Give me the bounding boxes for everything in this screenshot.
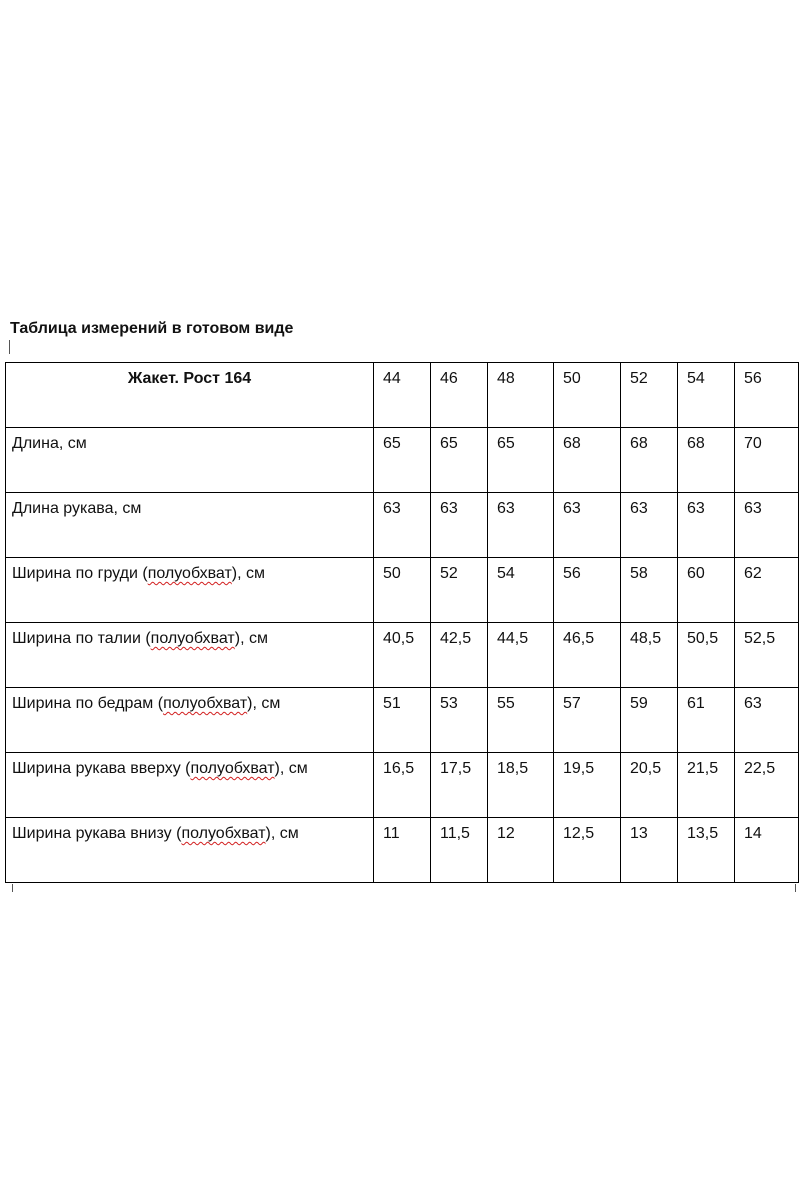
- value-cell: 68: [678, 428, 735, 493]
- measurement-row: [6, 558, 799, 623]
- value-cell: 14: [735, 818, 799, 883]
- value-cell: 51: [374, 688, 431, 753]
- header-row: [6, 363, 799, 428]
- value-cell: 65: [488, 428, 554, 493]
- measurement-row: [6, 818, 799, 883]
- value-cell: 65: [374, 428, 431, 493]
- value-cell: 44,5: [488, 623, 554, 688]
- value-cell: 50,5: [678, 623, 735, 688]
- label-text: ), см: [234, 630, 268, 647]
- spellcheck-word: полуобхват: [150, 630, 235, 647]
- label-text: Ширина рукава внизу (: [12, 825, 182, 842]
- value-cell: 70: [735, 428, 799, 493]
- measurement-label-cell: [6, 428, 374, 493]
- value-cell: 63: [678, 493, 735, 558]
- table-title: Таблица измерений в готовом виде: [10, 320, 294, 337]
- measurement-label-cell: [6, 818, 374, 883]
- measurement-row: [6, 493, 799, 558]
- label-text: ), см: [247, 695, 281, 712]
- value-cell: 17,5: [431, 753, 488, 818]
- value-cell: 58: [621, 558, 678, 623]
- value-cell: 55: [488, 688, 554, 753]
- measurement-label-cell: [6, 688, 374, 753]
- value-cell: 13,5: [678, 818, 735, 883]
- value-cell: 63: [621, 493, 678, 558]
- spellcheck-word: полуобхват: [163, 695, 248, 712]
- spellcheck-word: полуобхват: [181, 825, 266, 842]
- value-cell: 11: [374, 818, 431, 883]
- value-cell: 46,5: [554, 623, 621, 688]
- label-text: Ширина по талии (: [12, 630, 151, 647]
- value-cell: 18,5: [488, 753, 554, 818]
- size-header-cell: 44: [374, 363, 431, 428]
- value-cell: 63: [554, 493, 621, 558]
- value-cell: 42,5: [431, 623, 488, 688]
- size-header-cell: 46: [431, 363, 488, 428]
- value-cell: 52,5: [735, 623, 799, 688]
- header-label-cell: Жакет. Рост 164: [6, 363, 374, 428]
- measurement-row: [6, 753, 799, 818]
- value-cell: 60: [678, 558, 735, 623]
- label-text: Ширина по бедрам (: [12, 695, 164, 712]
- margin-mark: [795, 884, 796, 892]
- measurement-label-cell: [6, 753, 374, 818]
- value-cell: 63: [735, 688, 799, 753]
- label-text: ), см: [231, 565, 265, 582]
- value-cell: 63: [431, 493, 488, 558]
- value-cell: 48,5: [621, 623, 678, 688]
- margin-mark: [12, 884, 13, 892]
- value-cell: 16,5: [374, 753, 431, 818]
- value-cell: 40,5: [374, 623, 431, 688]
- size-header-cell: 56: [735, 363, 799, 428]
- spellcheck-word: полуобхват: [190, 760, 275, 777]
- value-cell: 68: [621, 428, 678, 493]
- value-cell: 20,5: [621, 753, 678, 818]
- value-cell: 12,5: [554, 818, 621, 883]
- measurement-label-cell: [6, 623, 374, 688]
- value-cell: 63: [374, 493, 431, 558]
- value-cell: 61: [678, 688, 735, 753]
- value-cell: 57: [554, 688, 621, 753]
- value-cell: 59: [621, 688, 678, 753]
- value-cell: 50: [374, 558, 431, 623]
- value-cell: 56: [554, 558, 621, 623]
- measurement-row: [6, 688, 799, 753]
- measurement-label-cell: [6, 493, 374, 558]
- value-cell: 63: [488, 493, 554, 558]
- value-cell: 19,5: [554, 753, 621, 818]
- size-header-cell: 48: [488, 363, 554, 428]
- value-cell: 52: [431, 558, 488, 623]
- margin-mark: [9, 340, 10, 354]
- measurement-row: [6, 428, 799, 493]
- value-cell: 22,5: [735, 753, 799, 818]
- label-text: Длина, см: [12, 435, 87, 452]
- measurement-label-cell: [6, 558, 374, 623]
- value-cell: 62: [735, 558, 799, 623]
- value-cell: 13: [621, 818, 678, 883]
- label-text: Ширина рукава вверху (: [12, 760, 191, 777]
- value-cell: 68: [554, 428, 621, 493]
- size-header-cell: 54: [678, 363, 735, 428]
- value-cell: 63: [735, 493, 799, 558]
- label-text: ), см: [274, 760, 308, 777]
- value-cell: 54: [488, 558, 554, 623]
- value-cell: 53: [431, 688, 488, 753]
- value-cell: 11,5: [431, 818, 488, 883]
- spellcheck-word: полуобхват: [147, 565, 232, 582]
- measurement-row: [6, 623, 799, 688]
- label-text: Длина рукава, см: [12, 500, 142, 517]
- value-cell: 21,5: [678, 753, 735, 818]
- value-cell: 12: [488, 818, 554, 883]
- size-header-cell: 50: [554, 363, 621, 428]
- size-header-cell: 52: [621, 363, 678, 428]
- value-cell: 65: [431, 428, 488, 493]
- measurements-table: [5, 362, 799, 883]
- label-text: Ширина по груди (: [12, 565, 148, 582]
- label-text: ), см: [265, 825, 299, 842]
